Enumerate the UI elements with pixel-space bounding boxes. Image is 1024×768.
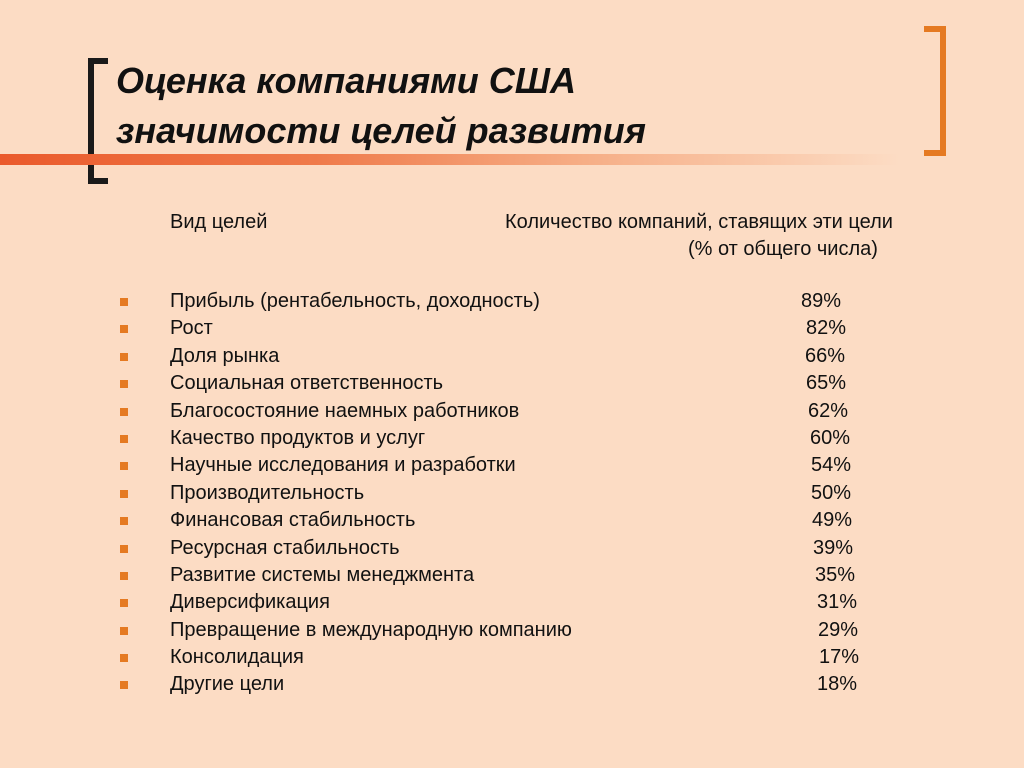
list-item xyxy=(0,671,1024,698)
goal-percent-value: 82% xyxy=(806,317,847,340)
goal-percent-value: 29% xyxy=(818,618,859,641)
goal-percent-value: 62% xyxy=(808,399,849,422)
square-bullet-icon xyxy=(120,517,128,525)
goal-name: Диверсификация xyxy=(170,591,330,614)
square-bullet-icon xyxy=(120,298,128,306)
list-item xyxy=(0,343,1024,370)
goal-name: Производительность xyxy=(170,481,365,504)
slide-title xyxy=(116,56,646,156)
goal-name: Доля рынка xyxy=(170,344,280,367)
square-bullet-icon xyxy=(120,325,128,333)
slide-title-line-1: Оценка компаниями США xyxy=(116,60,577,101)
goal-name: Социальная ответственность xyxy=(170,372,444,395)
list-item xyxy=(0,644,1024,671)
square-bullet-icon xyxy=(120,654,128,662)
goal-percent-value: 89% xyxy=(801,290,842,312)
list-item xyxy=(0,535,1024,562)
square-bullet-icon xyxy=(120,681,128,689)
goal-percent-value: 18% xyxy=(817,673,858,696)
square-bullet-icon xyxy=(120,462,128,470)
goal-name: Другие цели xyxy=(170,673,285,696)
square-bullet-icon xyxy=(120,599,128,607)
list-item xyxy=(0,617,1024,644)
square-bullet-icon xyxy=(120,353,128,361)
list-item xyxy=(0,398,1024,425)
list-item xyxy=(0,507,1024,534)
goal-percent-value: 31% xyxy=(817,591,858,614)
goal-name: Ресурсная стабильность xyxy=(170,536,400,559)
square-bullet-icon xyxy=(120,627,128,635)
list-item xyxy=(0,562,1024,589)
square-bullet-icon xyxy=(120,380,128,388)
goal-name: Развитие системы менеджмента xyxy=(170,563,475,586)
square-bullet-icon xyxy=(120,572,128,580)
square-bullet-icon xyxy=(120,435,128,443)
goal-name: Финансовая стабильность xyxy=(170,509,416,532)
right-bracket-decoration xyxy=(924,26,946,156)
goal-name: Превращение в международную компанию xyxy=(170,618,572,641)
square-bullet-icon xyxy=(120,490,128,498)
column-header-companies-count: Количество компаний, ставящих эти цели xyxy=(505,211,893,233)
goal-percent-value: 60% xyxy=(810,426,851,449)
slide-title-line-2: значимости целей развития xyxy=(116,110,646,151)
goal-percent-value: 35% xyxy=(815,563,856,586)
goal-percent-value: 39% xyxy=(813,536,854,559)
square-bullet-icon xyxy=(120,408,128,416)
goal-percent-value: 66% xyxy=(805,344,846,367)
goal-name: Качество продуктов и услуг xyxy=(170,426,426,449)
goal-name: Рост xyxy=(170,317,213,340)
goal-percent-value: 54% xyxy=(811,454,852,477)
goal-list xyxy=(0,288,1024,699)
goal-name: Прибыль (рентабельность, доходность) xyxy=(170,290,540,312)
column-header-percent-note: (% от общего числа) xyxy=(688,238,878,260)
list-item xyxy=(0,425,1024,452)
list-item xyxy=(0,589,1024,616)
goal-percent-value: 65% xyxy=(806,372,847,395)
column-header-goal-type: Вид целей xyxy=(170,211,268,233)
list-item xyxy=(0,452,1024,479)
goal-percent-value: 49% xyxy=(812,509,853,532)
goal-percent-value: 50% xyxy=(811,481,852,504)
square-bullet-icon xyxy=(120,545,128,553)
list-item xyxy=(0,288,1024,315)
goal-name: Консолидация xyxy=(170,646,304,669)
goal-percent-value: 17% xyxy=(819,646,860,669)
goal-name: Благосостояние наемных работников xyxy=(170,399,520,422)
list-item xyxy=(0,315,1024,342)
goal-name: Научные исследования и разработки xyxy=(170,454,516,477)
list-item xyxy=(0,480,1024,507)
list-item xyxy=(0,370,1024,397)
left-bracket-decoration xyxy=(88,58,108,184)
